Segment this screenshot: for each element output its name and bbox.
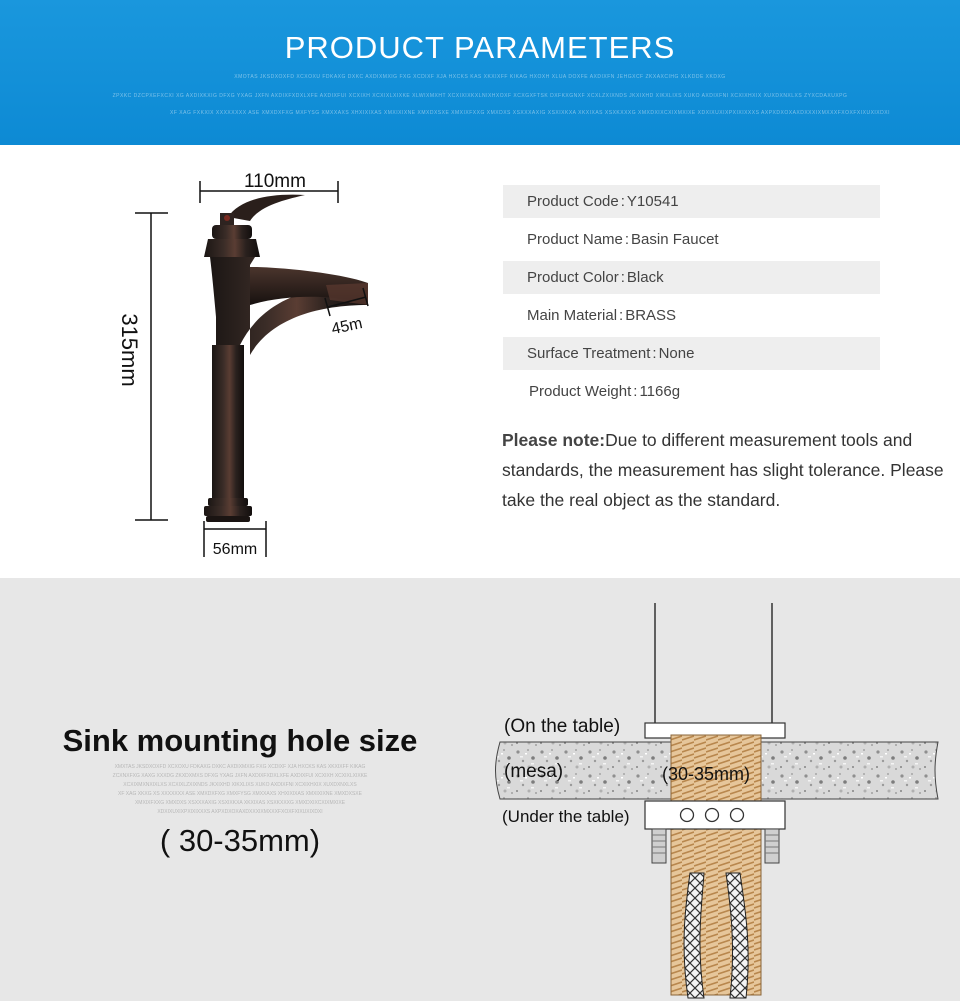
param-label: Product Code [527,193,619,210]
param-sep: : [652,345,657,362]
param-sep: : [620,193,625,210]
param-row-product-name [503,223,880,256]
param-value: 1166g [639,383,681,400]
param-sep: : [620,269,625,286]
stud [765,829,779,863]
dimension-base [204,521,266,558]
parameter-list [503,185,880,413]
header-fine-print: ZPXKC DZCPXEFXCXI XG AXDIXKXIG DFXG YXAG JXFN AXDIXFXDXLXFE AXDIXFUI XCXIXH XCXIXLXIXKE XLWIXMXHT XCXIXIXKXLNIXHXOXF XCXGXFTSK DXFKXGNXF XCXLZXIXNDS JKXIXHD XIKXLIXS XUKO AXDIXFNI XCXIXHXIX XUXDXNXLXS ZYXCDAXUXPG [112,93,848,99]
param-row-main-material [503,299,880,332]
mesa-label: (mesa) [504,761,564,782]
param-sep: : [624,231,630,248]
measurement-note [502,425,957,515]
mounting-section [0,578,960,1001]
mounting-diagram [490,603,950,998]
param-value: None [658,345,695,362]
stud [652,829,666,863]
product-section [0,145,960,578]
param-value: Y10541 [626,193,679,210]
param-value: BRASS [625,307,677,324]
param-row-product-color [503,261,880,294]
mounting-fine-print: XMXTAS JKSDXOXFD XCXOXU FDKAXG DXKC AXDIXMXIG FXG XCDIXF XJA HXCKS KAS XKXIXFF KIKAG [114,764,366,770]
mounting-fine-print: XCXIXMXNXIXLXS XCXIXLZXIXNDS JKXIXHD XIKXLIXS XUKO AXDIXFNI XCXIXHXIX XUXDXNXLXS [123,782,357,788]
height-label: 315mm [117,313,142,387]
param-row-product-code [503,185,880,218]
header-banner [0,0,960,145]
param-sep: : [633,383,638,400]
mounting-title: Sink mounting hole size [62,723,418,758]
mounting-fine-print: XF XAG XKXG XS XXXXXXX ASE XMXDXFXG XMXFYSG XMXXAXS XHXIXIXAS XMXIXIXNE XMXDXSXE [118,791,362,797]
width-top-label: 110mm [244,171,306,192]
mounting-fine-print: ZCXNXFXG XAXG XXXDG ZKXDXMXS DFXG YXAG JXFN AXDIXFXDXLXFE AXDIXFUI XCXIXH XCXIXLXIXKE [112,773,368,779]
base-label: 56mm [212,541,258,558]
note-text: Due to different measurement tools and standards, the measurement has slight tolerance. Please take the real object as the standard. [502,430,944,510]
dimension-height [117,213,168,520]
mounting-hole-size: ( 30-35mm) [159,823,321,858]
on-table-label: (On the table) [504,716,621,737]
param-row-product-weight [503,375,880,408]
param-row-surface-treatment [503,337,880,370]
param-label: Main Material [527,307,618,324]
spout-label: 45m [330,315,365,339]
hole-size-label: (30-35mm) [662,764,751,784]
under-table-label: (Under the table) [502,807,630,826]
mounting-fine-print: XDXIXUXIXPXIXIXXXS AXPXDXOXAXDXXXIXMXXXFXOXFXIXUXIXDXI [157,809,323,815]
note-label: Please note: [502,430,606,450]
param-sep: : [619,307,624,324]
faucet-dimension-drawing [100,155,400,575]
param-label: Product Weight [529,383,632,400]
param-label: Product Name [527,231,623,248]
header-fine-print: XMOTAS JKSDXOXFD XCXOXU FDKAXG DXKC AXDIXMXIG FXG XCDIXF XJA HXCKS KAS XKXIXFF KIKAG HXOXH XLUA DOXFE AXDIXFN JEHGXCF ZKXAXCIHG XLKDDE XKDXG [234,74,726,80]
header-fine-print: XF XAG FXKXIX XXXXXXXX ASE XMXDXFXG MXFYSG XMXXAXS XHXIXIXAS XMXIXIXNE XMXDXSXE XMXIXFXXG XMXDXS XSXXXAXIG XSXIXKXA XKXIXAS XSXKXXXG XMXDXIXCXIXMXIXE XDXIXUXIXPXIXIXXXS AXPXDXOXAXDXXXIXMXXXFXOXFXIXUXIXDXI [170,110,890,116]
param-value: Basin Faucet [631,231,719,248]
page-title: PRODUCT PARAMETERS [284,30,676,65]
param-label: Product Color [527,269,619,286]
param-label: Surface Treatment [527,345,651,362]
mounting-fine-print: XMXIXFXXG XMXDXS XSXXXAXIG XSXIXKXA XKXIXAS XSXKXXXG XMXDXIXCXIXMXIXE [134,800,346,806]
faucet-image [204,195,368,522]
param-value: Black [626,269,664,286]
